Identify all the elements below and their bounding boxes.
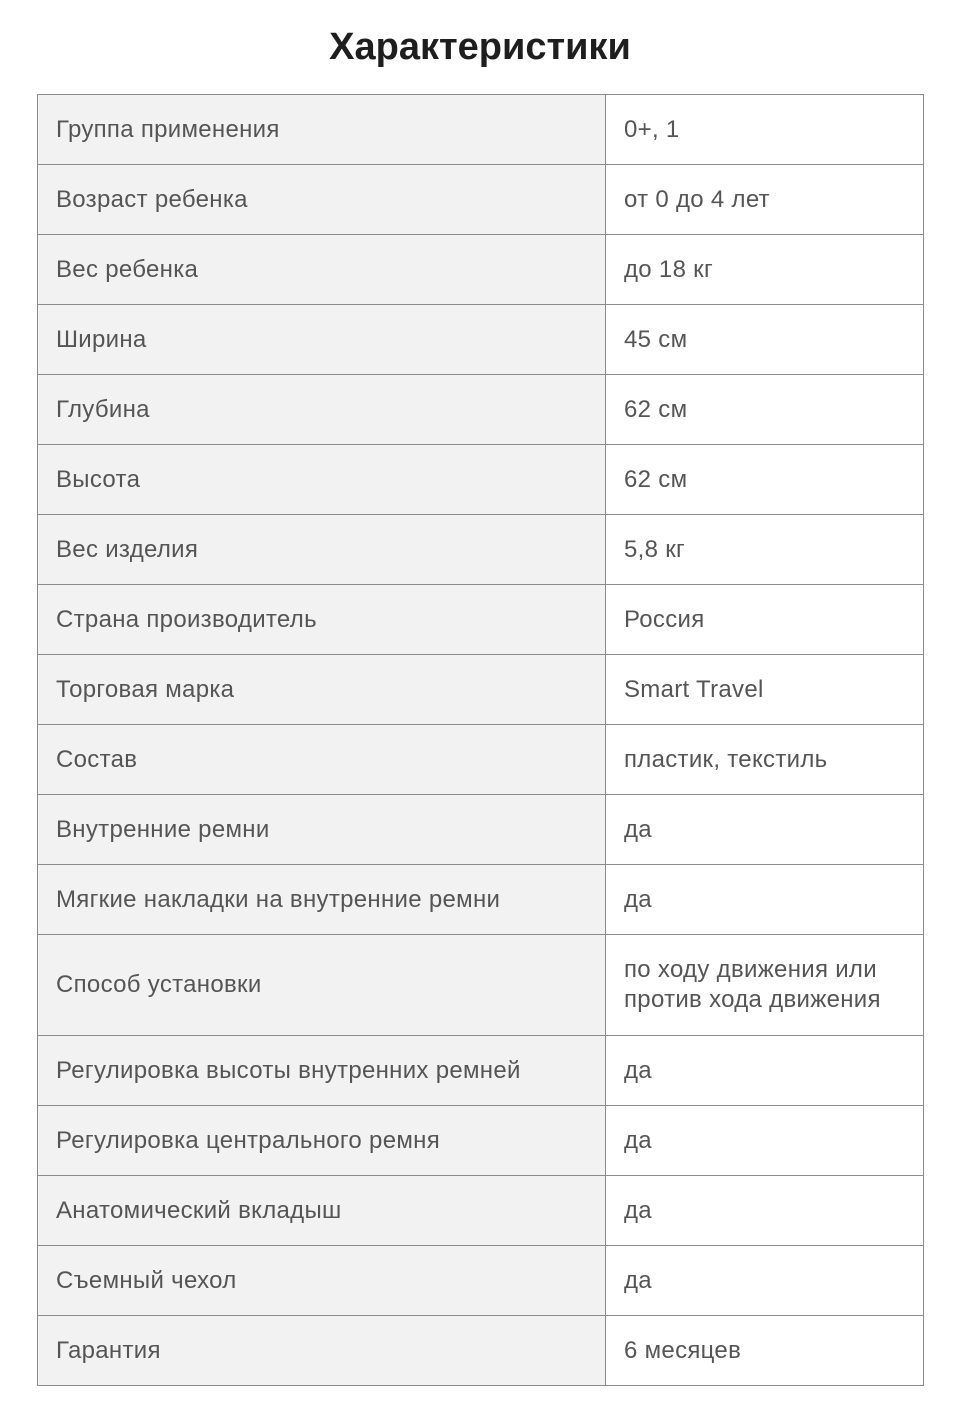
spec-value: да bbox=[606, 865, 924, 935]
table-row bbox=[38, 515, 924, 585]
spec-value: от 0 до 4 лет bbox=[606, 165, 924, 235]
spec-name: Возраст ребенка bbox=[38, 165, 606, 235]
spec-value: 62 см bbox=[606, 375, 924, 445]
table-row bbox=[38, 95, 924, 165]
table-row bbox=[38, 655, 924, 725]
spec-name: Внутренние ремни bbox=[38, 795, 606, 865]
table-row bbox=[38, 1036, 924, 1106]
spec-value: Россия bbox=[606, 585, 924, 655]
spec-name: Анатомический вкладыш bbox=[38, 1176, 606, 1246]
table-row bbox=[38, 795, 924, 865]
spec-name: Страна производитель bbox=[38, 585, 606, 655]
spec-value: до 18 кг bbox=[606, 235, 924, 305]
spec-name: Регулировка высоты внутренних ремней bbox=[38, 1036, 606, 1106]
spec-table bbox=[37, 94, 924, 1386]
table-row bbox=[38, 445, 924, 515]
spec-value: пластик, текстиль bbox=[606, 725, 924, 795]
table-row bbox=[38, 1176, 924, 1246]
spec-value: Smart Travel bbox=[606, 655, 924, 725]
spec-value: да bbox=[606, 1036, 924, 1106]
spec-name: Высота bbox=[38, 445, 606, 515]
spec-name: Гарантия bbox=[38, 1316, 606, 1386]
table-row bbox=[38, 305, 924, 375]
spec-value: да bbox=[606, 795, 924, 865]
spec-name: Состав bbox=[38, 725, 606, 795]
spec-name: Глубина bbox=[38, 375, 606, 445]
spec-value: да bbox=[606, 1176, 924, 1246]
spec-name: Вес изделия bbox=[38, 515, 606, 585]
table-row bbox=[38, 865, 924, 935]
spec-name: Вес ребенка bbox=[38, 235, 606, 305]
spec-value: да bbox=[606, 1246, 924, 1316]
spec-name: Группа применения bbox=[38, 95, 606, 165]
spec-value: по ходу движения или против хода движения bbox=[606, 935, 924, 1036]
table-row bbox=[38, 165, 924, 235]
table-row bbox=[38, 935, 924, 1036]
spec-value: 5,8 кг bbox=[606, 515, 924, 585]
table-row bbox=[38, 725, 924, 795]
table-row bbox=[38, 1106, 924, 1176]
spec-value: 45 см bbox=[606, 305, 924, 375]
spec-value: 0+, 1 bbox=[606, 95, 924, 165]
table-row bbox=[38, 585, 924, 655]
spec-value: 6 месяцев bbox=[606, 1316, 924, 1386]
spec-name: Способ установки bbox=[38, 935, 606, 1036]
spec-name: Съемный чехол bbox=[38, 1246, 606, 1316]
spec-name: Ширина bbox=[38, 305, 606, 375]
table-row bbox=[38, 1316, 924, 1386]
spec-value: да bbox=[606, 1106, 924, 1176]
table-row bbox=[38, 375, 924, 445]
table-row bbox=[38, 235, 924, 305]
page-title: Характеристики bbox=[329, 26, 631, 68]
spec-name: Регулировка центрального ремня bbox=[38, 1106, 606, 1176]
spec-name: Мягкие накладки на внутренние ремни bbox=[38, 865, 606, 935]
spec-value: 62 см bbox=[606, 445, 924, 515]
table-row bbox=[38, 1246, 924, 1316]
spec-name: Торговая марка bbox=[38, 655, 606, 725]
